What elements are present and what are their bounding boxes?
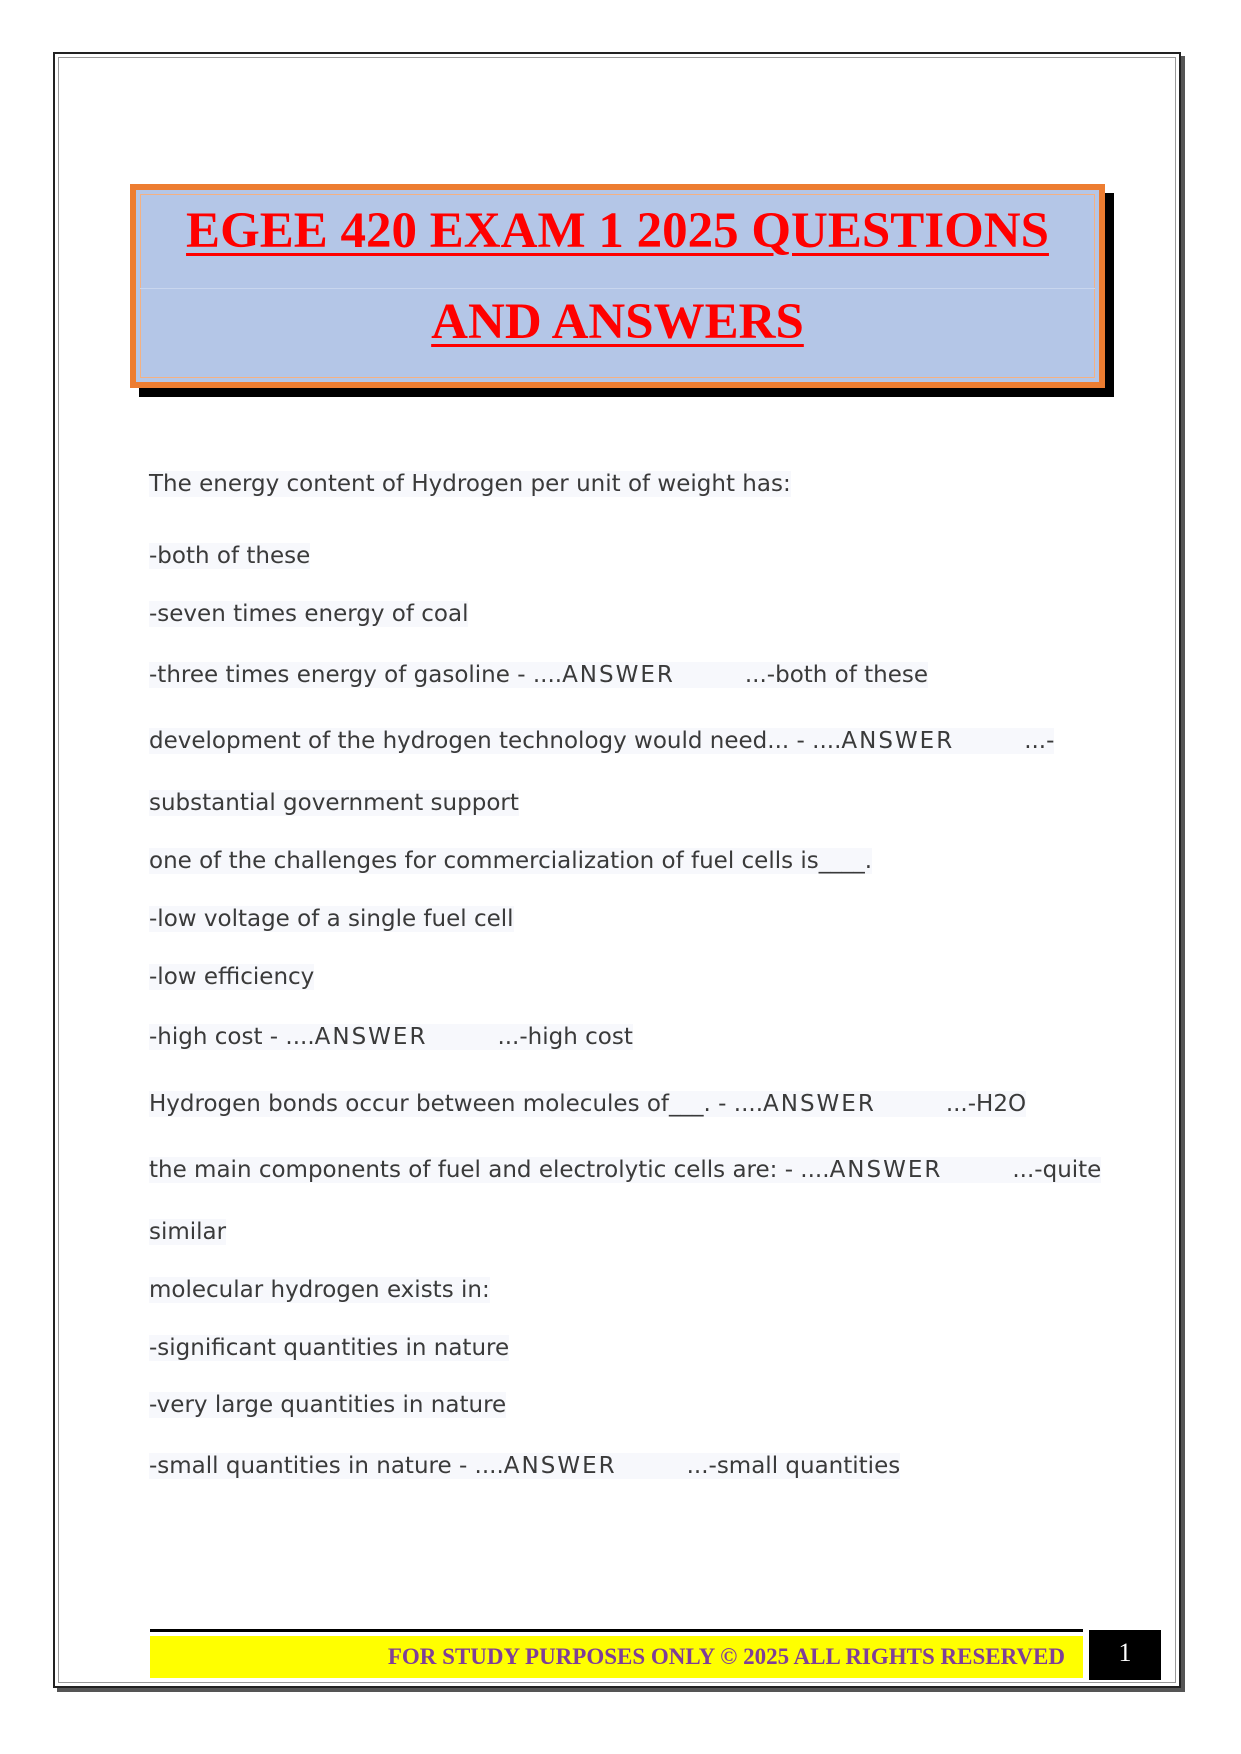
text-line: -low voltage of a single fuel cell (149, 906, 514, 932)
title-divider (140, 288, 1095, 289)
answer-line: -small quantities in nature - ....ANSWER ...-small quantities (149, 1453, 901, 1479)
text-line: -seven times energy of coal (149, 601, 469, 627)
footer-text: FOR STUDY PURPOSES ONLY © 2025 ALL RIGHTS RESERVED (387, 1644, 1065, 1669)
text-line: molecular hydrogen exists in: (149, 1277, 490, 1303)
answer-line: the main components of fuel and electrolytic cells are: - ....ANSWER ...-quite (149, 1157, 1102, 1183)
title-line-2: AND ANSWERS (431, 294, 804, 350)
text-line: similar (149, 1219, 227, 1245)
text-line: -both of these (149, 543, 311, 569)
text-line: one of the challenges for commercialization of fuel cells is____. (149, 848, 873, 874)
answer-line: -high cost - ....ANSWER ...-high cost (149, 1024, 633, 1050)
answer-line: Hydrogen bonds occur between molecules of___. - ....ANSWER ...-H2O (149, 1091, 1027, 1117)
text-line: -significant quantities in nature (149, 1335, 510, 1361)
title-box (130, 184, 1105, 388)
footer-band (150, 1636, 1083, 1678)
text-line: The energy content of Hydrogen per unit of weight has: (149, 471, 791, 497)
title-line-1: EGEE 420 EXAM 1 2025 QUESTIONS (186, 203, 1049, 259)
text-line: substantial government support (149, 790, 519, 816)
text-line: -very large quantities in nature (149, 1392, 507, 1418)
text-line: -low efficiency (149, 964, 315, 990)
answer-line: -three times energy of gasoline - ....ANSWER ...-both of these (149, 662, 929, 688)
answer-line: development of the hydrogen technology would need... - ....ANSWER ...- (149, 728, 1055, 754)
page-number: 1 (1089, 1630, 1161, 1680)
footer-rule (150, 1629, 1083, 1632)
